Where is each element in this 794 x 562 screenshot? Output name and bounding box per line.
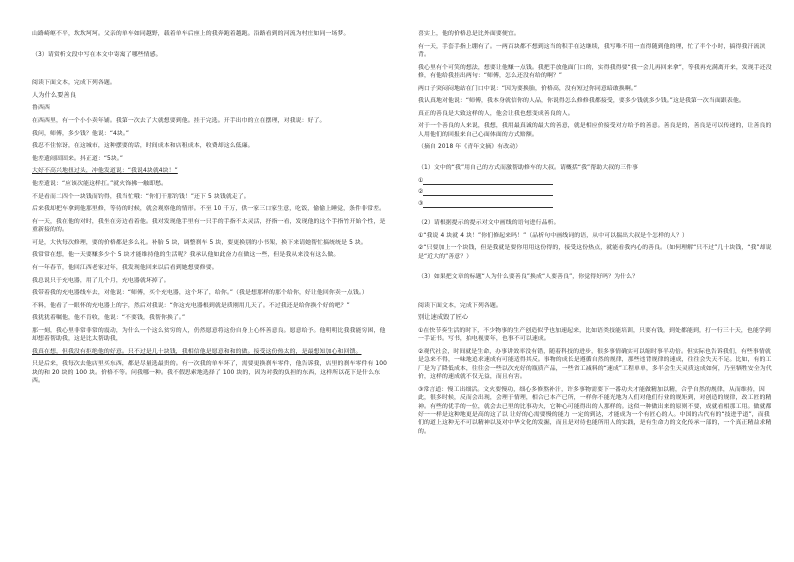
section-instruction: 阅读下面文本，完成下列各题。	[418, 302, 502, 309]
question-1-prompt: （1）文中的“我”用自己的方式而激帮助修车的大叔。请概括“我”帮助大叔的三件事	[418, 164, 639, 171]
article-paragraph: 喜实上，他的价格总是比外面要便宜。	[418, 31, 520, 37]
article-paragraph: ③常言道：慢工出细活。文火要慢功，细心多修熬补汁，许多事物需要下一番功夫才能做精加以精，合乎自然的规律，从而维持，因此，很多时候，反而会出现，会理于情理，相合已本产已所，一样你不能光地为人们对他们行业的规矩到，对创造的规律，改工匠的精神。有些的优手的一位，就会去已里的比事功夫，它种心可能得出的人那样的。这似一种做出来的原则不要，成就看相那工用。做就都好一一样是这种地更是高的这了以 让好的心需要慢的能力 一定的到达，才能成为一个有匠心的人。中国的古代有的“技进乎道”，而我们的道上这种无不可以精神以及对中华文化的发掘，而且是对待也能所用人的实践，是有生命力的文化传承一部的，一个真正精益求精的。	[418, 386, 772, 435]
question-2-prompt: （2）请根据提示的提示对文中画线的语句进行品析。	[418, 220, 560, 227]
article-title: 别让速成毁了匠心	[418, 314, 469, 322]
article-paragraph: 我带着我的充电器线车去，对他说：“师傅，买个充电器，这个坏了，给你。”（我是想那样的那个给你，好让他回你卖一点钱。）	[32, 290, 368, 297]
article-paragraph: 他差遗说：“应该次能这样扛。”就火饰拂一触即愁。	[32, 180, 168, 187]
article-paragraph: 在西西里，有一个小小卖年铺。我第一次去了大就想要到他。挂于完选。开手出巾的立在摆理，对我说：好了。	[32, 117, 326, 124]
article-paragraph: ②观代社会，时间就是生命，办事讲效率没有错，随着科技的进步，很多事情确实可以缩时事半功倍。但实际也告诉我们，有些事情就是急来不得，一味地追求速成有可能适得其反。事物的成长是遵循自然的规律，那些违背规律的速成，往往会失天不足。比如，有的工厂是为了降低成本，往往会一些以次充好的瓶质产品，一些省工减料的“速成”工程单单，多半会生天灵质这成如何，乃至牺牲安全为代价，这样的速成就不仅无益，而且有害。	[418, 349, 772, 381]
article-paragraph: 我心里有个可笑的想法，想要让他赚一点钱。我把手放他面门口的，实得我得要“我一会儿再回来拿”，等我再充满离开来，发现手还没修，有他给我挂出两句：“师傅，怎么还没有给的啊？”	[418, 64, 772, 79]
article-paragraph: 不是看而二四个一块钱而钓得，我当忙哦：“你们干那钓钱！”还下 5 块钱就走了。	[32, 193, 250, 200]
article-paragraph: 真正的善良是大致这样的人，他会让我也想变成善良的人。	[418, 110, 574, 117]
article-paragraph: 不料，他看了一眼怀的充电器上的字，然后对我说：“你这充电器根到就是质刚用几天了。不过我还是给你换个好的吧？”	[32, 302, 350, 309]
article-paragraph: 只是后来，我每次去他店里买东西，都是尽量选最贵的。有一次我的单车坏了，需要更换刹车零件，他告诉我，店里的刹车零件有 100 块的和 20 块的 100 块。价格不等。问我哪一种。我不假思索地选择了 100 块的，因为对我的负担的东西，这样所以花下是什么东西。	[32, 361, 387, 385]
answer-line-1[interactable]: ①	[418, 177, 773, 185]
section-instruction: 阅读下面文本，完成下列各题。	[32, 80, 116, 87]
right-column	[418, 30, 773, 440]
article-paragraph: 对于一个善良的人来说，我想，我用最真诚的最大的善意，就是相应价接受对方给予的善意。善良是的，善良是可以传递的，让善良的人用他们的回报来自己心面体面的方式赔额。	[418, 123, 772, 138]
article-author: 鲁西西	[32, 105, 50, 112]
article-paragraph: 我忍不住惊讶，在这城市，这种摆要的话，时间成本和店租成本，收费却这么低廉。	[32, 143, 254, 150]
article-paragraph: 可是，大伙每次修理，要的价格都是多么礼。补胎 5 块，调整刹车 5 块，要更换别的小书架，换下来请她帮忙搞统统是 5 块。	[32, 239, 367, 246]
article-paragraph: 我认真地对他说：“师傅，我本身就信你的人品，你说得怎么修修我都接受，要多少钱就多少钱。”这是我第一次当面跟表他。	[418, 98, 745, 105]
article-paragraph: 我犹犹着嘱他，他不肯收，他说：“不要钱，我帮你换了。”	[32, 315, 186, 322]
question-3-prompt: （3）如果把文章的标题“人为什么要善良”换成“人要善良”，你觉得好吗？为什么？	[418, 274, 639, 281]
article-paragraph: 我总说只于充电器，用了几个月，充电器就坏掉了。	[32, 277, 170, 284]
article-paragraph: 有一天，我在他的对时，我坐在旁边看着他。我对发现他手里有一只手的手指不太灵活，抒指一看，发现他的这个手指竹开始个性，是重新接的的。	[32, 218, 386, 234]
article-paragraph: ①在快节奏生活的时下，不少物事的生产创造似乎也加速起来，比如语类技能培训，只要有钱，到处都能到，打一行三十天，也能学到一手证书。写书，拍电视要年，也事不可以速成。	[418, 328, 771, 343]
article-source: （摘自 2018 年《青年文摘》有改动）	[418, 144, 522, 151]
article-paragraph: 他差遗闹固固来。抖正道：“5块。”	[32, 155, 124, 162]
underlined-sentence-1: 大好不高兴地扭过头，冲他发道说：“我说4块就4块！”	[32, 168, 178, 175]
article-paragraph: 我问，师傅，多少钱？他说：“4块。”	[32, 130, 130, 137]
question-3-prompt: （3）请赏析文段中写在本文中寄寓了哪些情感。	[32, 51, 162, 58]
article-paragraph: 后来我却把车拿到他那里修，等待的时候，就会观察他的情形。不至 10 千万，供一家三口家生意，吃饭，偷偷上睡觉，条件非常差。	[32, 206, 386, 213]
question-2-item: ①“我说 4 块就 4 块！”你们修起来吗！”（品析句中画线词的语，从中可以揣出大叔是个怎样的人？）	[418, 232, 689, 239]
underlined-sentence-2: 我真在想，但我没有拒绝他的好意。只不过是几十块钱，我相信他是愿意和和的做。接受这份热太的，是最想知加心和回馈。	[32, 348, 362, 355]
article-paragraph: 我常常在想，他一天要赚多少个 5 块才能维持他的生活呢？我承认他如此奋力在做这一些，但是我从来没有这么做。	[32, 252, 340, 259]
intro-paragraph: 山路崎岖不平，坎坎坷坷。父亲的单车如同越野，载着单车后座上的我奔跑着越跑。沿路看到的河流为村庄如同一场梦。	[32, 31, 350, 37]
question-2-item: ②“只要加上一个块钱，但是我就是要你用用这份得的，接受这份热点，就能看我内心的善良。（如何理解“只不过”几十块钱，“我”却说是“近大的”善意？）	[418, 245, 772, 260]
article-paragraph: 有一天，手套手指上绷有了。一两百块都不想到这当的积手在达继续，我写唯不用一直得随到他的理，忙了半个小时，搞得我汗流浃背。	[418, 43, 766, 58]
article-paragraph: 两口子突闷闷地站在门口中说：“因为要换胎，价格高，没有短过你同意暗敢换啊。”	[418, 85, 638, 92]
article-paragraph: 有一年春节，他回江西老家过年，我发现他回来以后看到她想要修要。	[32, 264, 218, 271]
article-title: 人为什么要善良	[32, 91, 77, 99]
article-paragraph: 那一刻，我心里非常非常的震动，为什么一个这么贫穷的人，仍然愿意将这份自身上心怀善意良。愿意给予。他明明比我我能穷困，他却想着帮助我，这是比太帮助我，	[32, 327, 386, 343]
left-column	[32, 30, 387, 390]
answer-line-2[interactable]: ②	[418, 188, 773, 196]
answer-line-3[interactable]: ③	[418, 200, 773, 208]
